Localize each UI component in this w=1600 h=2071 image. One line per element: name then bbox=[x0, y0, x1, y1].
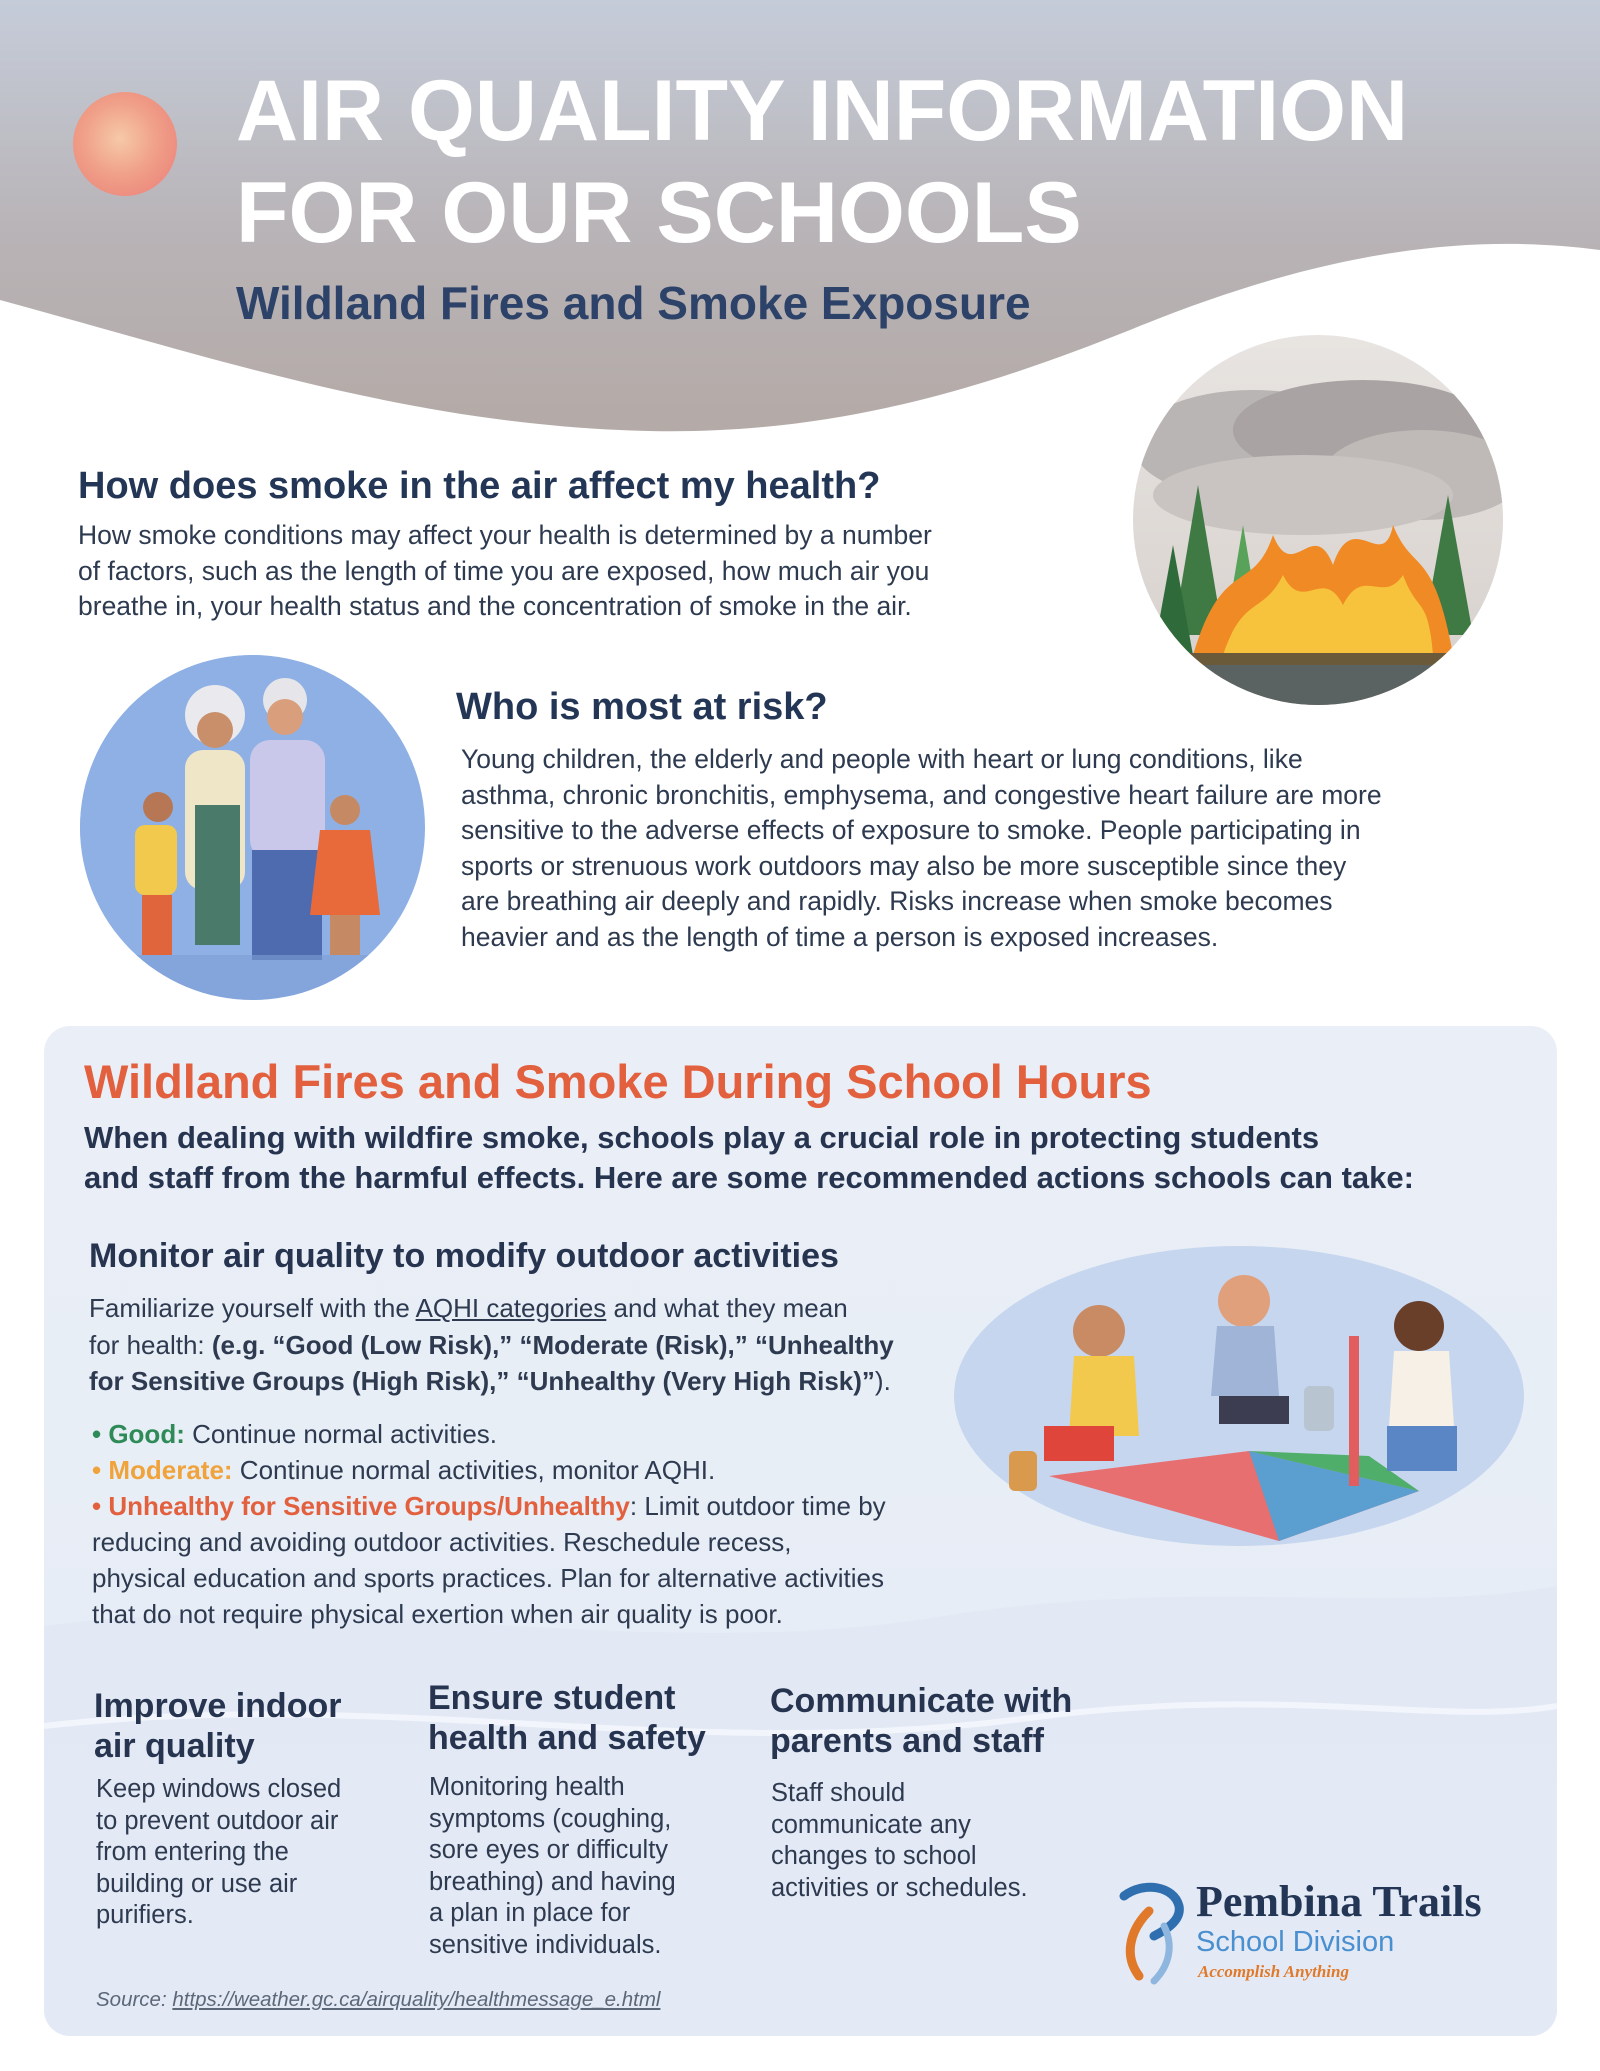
monitor-heading: Monitor air quality to modify outdoor activities bbox=[89, 1237, 839, 1275]
sun-icon bbox=[73, 92, 177, 196]
intro-categories: for Sensitive Groups (High Risk),” “Unhealthy (Very High Risk)” bbox=[89, 1366, 875, 1396]
panel-lead-line: and staff from the harmful effects. Here are some recommended actions schools can take: bbox=[84, 1160, 1414, 1195]
risk-line: sensitive to the adverse effects of exposure to smoke. People participating in bbox=[461, 815, 1361, 845]
risk-line: Young children, the elderly and people with heart or lung conditions, like bbox=[461, 744, 1303, 774]
text-line: building or use air bbox=[96, 1869, 298, 1898]
text-line: purifiers. bbox=[96, 1901, 194, 1929]
communicate-heading bbox=[770, 1681, 1072, 1761]
aqhi-categories-link[interactable]: AQHI categories bbox=[415, 1293, 607, 1323]
kids-crafting-illustration bbox=[949, 1226, 1524, 1556]
bullet-unhealthy bbox=[92, 1488, 1012, 1632]
source-link[interactable]: https://weather.gc.ca/airquality/healthmessage_e.html bbox=[172, 1988, 661, 2011]
moderate-label: • Moderate: bbox=[92, 1455, 233, 1485]
heading-line: Improve indoor bbox=[94, 1687, 342, 1725]
monitor-intro-line-1 bbox=[89, 1290, 969, 1327]
risk-line: are breathing air deeply and rapidly. Risks increase when smoke becomes bbox=[461, 886, 1333, 916]
monitor-intro-line-2 bbox=[89, 1327, 969, 1364]
monitor-intro bbox=[89, 1290, 969, 1400]
unhealthy-text-line: reducing and avoiding outdoor activities. Reschedule recess, bbox=[92, 1527, 792, 1557]
health-heading: How does smoke in the air affect my health? bbox=[78, 465, 881, 507]
school-hours-panel bbox=[44, 1026, 1557, 2036]
health-line: How smoke conditions may affect your health is determined by a number bbox=[78, 520, 932, 550]
intro-text: and what they mean bbox=[606, 1293, 848, 1323]
risk-paragraph bbox=[461, 742, 1571, 955]
text-line: breathing) and having bbox=[429, 1867, 676, 1896]
bullet-good bbox=[92, 1416, 972, 1452]
heading-line: Ensure student bbox=[428, 1679, 676, 1717]
text-line: communicate any bbox=[771, 1810, 971, 1839]
text-line: Monitoring health bbox=[429, 1773, 625, 1801]
intro-categories: (e.g. “Good (Low Risk),” “Moderate (Risk),” “Unhealthy bbox=[211, 1329, 894, 1360]
unhealthy-text: : Limit outdoor time by bbox=[629, 1491, 886, 1521]
source-label: Source: bbox=[96, 1988, 173, 2011]
good-label: • Good: bbox=[92, 1419, 185, 1449]
risk-heading: Who is most at risk? bbox=[456, 686, 828, 728]
heading-line: health and safety bbox=[428, 1719, 706, 1757]
text-line: changes to school bbox=[771, 1842, 977, 1870]
text-line: sensitive individuals. bbox=[429, 1930, 662, 1959]
unhealthy-text-line: that do not require physical exertion when air quality is poor. bbox=[92, 1599, 783, 1629]
unhealthy-label: • Unhealthy for Sensitive Groups/Unhealthy bbox=[92, 1491, 630, 1521]
heading-line: parents and staff bbox=[770, 1722, 1044, 1760]
heading-line: air quality bbox=[94, 1727, 255, 1765]
moderate-text: Continue normal activities, monitor AQHI. bbox=[232, 1455, 716, 1485]
text-line: sore eyes or difficulty bbox=[429, 1836, 669, 1864]
panel-lead bbox=[84, 1118, 1544, 1198]
intro-text: Familiarize yourself with the bbox=[89, 1293, 416, 1323]
page-subtitle: Wildland Fires and Smoke Exposure bbox=[236, 277, 1031, 329]
logo-subtitle: School Division bbox=[1196, 1926, 1395, 1958]
page-title bbox=[236, 60, 1536, 264]
student-safety-heading bbox=[428, 1678, 706, 1758]
text-line: a plan in place for bbox=[429, 1899, 631, 1927]
health-line: breathe in, your health status and the concentration of smoke in the air. bbox=[78, 591, 912, 621]
bullet-moderate bbox=[92, 1452, 972, 1488]
indoor-air-heading bbox=[94, 1686, 341, 1766]
risk-line: sports or strenuous work outdoors may also be more susceptible since they bbox=[461, 850, 1347, 881]
communicate-text bbox=[771, 1778, 1081, 1904]
monitor-intro-line-3 bbox=[89, 1363, 969, 1400]
health-paragraph bbox=[78, 518, 1128, 625]
good-text: Continue normal activities. bbox=[184, 1419, 497, 1449]
text-line: activities or schedules. bbox=[771, 1873, 1028, 1902]
student-safety-text bbox=[429, 1772, 739, 1961]
indoor-air-text bbox=[96, 1774, 396, 1932]
source-citation bbox=[96, 1988, 660, 2012]
heading-line: Communicate with bbox=[770, 1682, 1073, 1720]
text-line: from entering the bbox=[96, 1838, 289, 1866]
title-line-1: AIR QUALITY INFORMATION bbox=[236, 63, 1409, 159]
text-line: Staff should bbox=[771, 1779, 906, 1807]
intro-text: ). bbox=[874, 1366, 891, 1396]
unhealthy-text-line: physical education and sports practices. Plan for alternative activities bbox=[92, 1563, 884, 1593]
risk-line: asthma, chronic bronchitis, emphysema, and congestive heart failure are more bbox=[461, 779, 1382, 810]
text-line: symptoms (coughing, bbox=[429, 1804, 672, 1833]
wildfire-illustration bbox=[1133, 335, 1503, 705]
title-line-2: FOR OUR SCHOOLS bbox=[236, 165, 1082, 261]
panel-lead-line: When dealing with wildfire smoke, schools play a crucial role in protecting students bbox=[84, 1120, 1320, 1155]
intro-text: for health: bbox=[89, 1329, 212, 1360]
logo-tagline: Accomplish Anything bbox=[1198, 1962, 1349, 1981]
text-line: Keep windows closed bbox=[96, 1775, 342, 1803]
logo-name: Pembina Trails bbox=[1196, 1877, 1482, 1926]
logo-mark-icon bbox=[1104, 1876, 1194, 1986]
risk-line: heavier and as the length of time a person is exposed increases. bbox=[461, 921, 1219, 952]
family-illustration bbox=[80, 655, 425, 1000]
panel-title: Wildland Fires and Smoke During School Hours bbox=[84, 1055, 1152, 1108]
pembina-trails-logo bbox=[1104, 1876, 1544, 1986]
text-line: to prevent outdoor air bbox=[96, 1806, 339, 1835]
health-line: of factors, such as the length of time you are exposed, how much air you bbox=[78, 555, 930, 586]
